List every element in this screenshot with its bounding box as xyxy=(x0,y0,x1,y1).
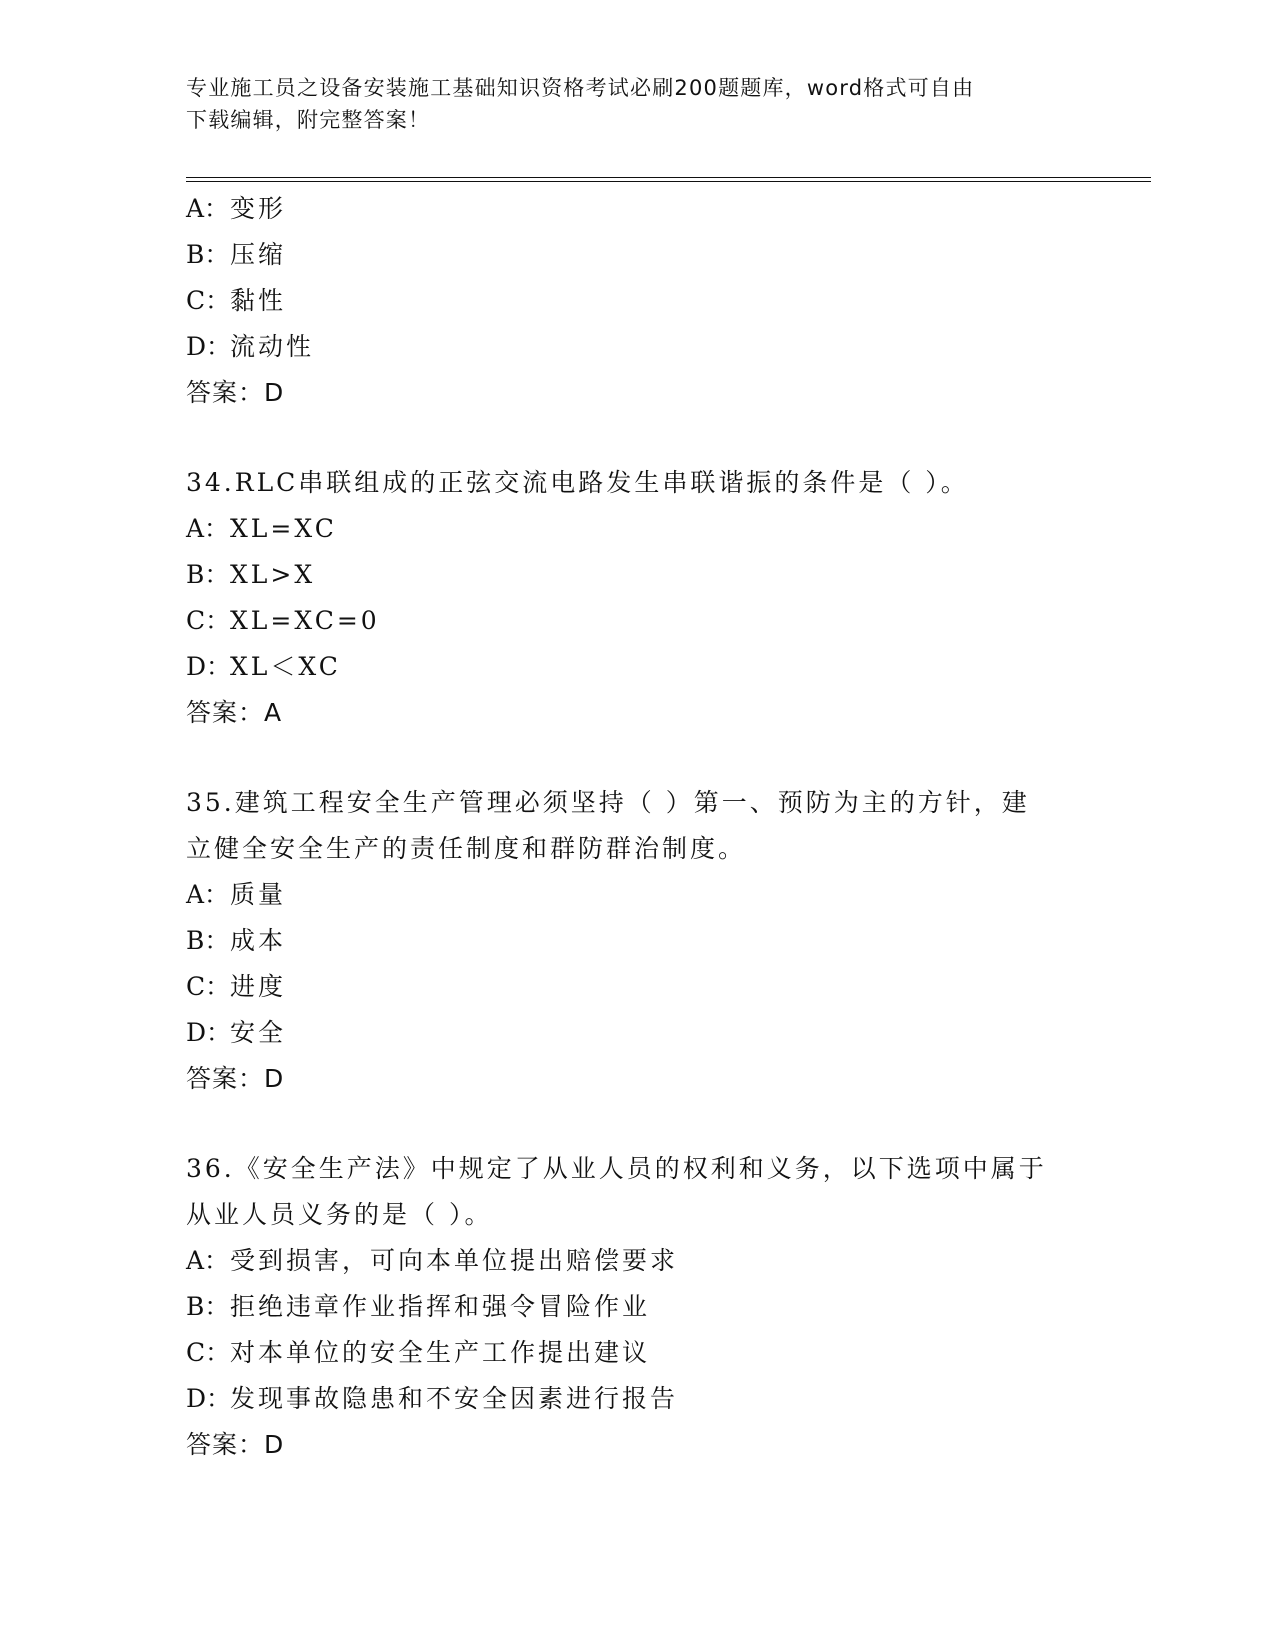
option-d: D：安全 xyxy=(186,1018,287,1047)
option-a: A：变形 xyxy=(186,194,287,223)
option-d: D：发现事故隐患和不安全因素进行报告 xyxy=(186,1384,679,1413)
option-b: B：成本 xyxy=(186,926,287,955)
answer: 答案：D xyxy=(186,1064,285,1093)
question-33-continued xyxy=(186,186,1086,416)
question-stem: 34.RLC串联组成的正弦交流电路发生串联谐振的条件是（ ）。 xyxy=(186,468,969,497)
option-a: A：质量 xyxy=(186,880,287,909)
answer: 答案：A xyxy=(186,698,283,727)
option-d: D：流动性 xyxy=(186,332,315,361)
question-stem-line-2: 立健全安全生产的责任制度和群防群治制度。 xyxy=(186,834,747,863)
option-d: D：XL＜XC xyxy=(186,652,341,681)
option-c: C：对本单位的安全生产工作提出建议 xyxy=(186,1338,651,1367)
header-line-2: 下载编辑，附完整答案！ xyxy=(186,108,431,132)
option-b: B：拒绝违章作业指挥和强令冒险作业 xyxy=(186,1292,651,1321)
question-stem-line-1: 35.建筑工程安全生产管理必须坚持（ ）第一、预防为主的方针，建 xyxy=(186,788,1030,817)
question-36 xyxy=(186,1146,1086,1468)
option-c: C：XL=XC=0 xyxy=(186,606,380,635)
header-divider xyxy=(186,177,1151,182)
option-c: C：进度 xyxy=(186,972,287,1001)
option-c: C：黏性 xyxy=(186,286,287,315)
document-body xyxy=(186,186,1086,1468)
answer: 答案：D xyxy=(186,378,285,407)
question-35 xyxy=(186,780,1086,1102)
option-b: B：压缩 xyxy=(186,240,287,269)
page-header xyxy=(186,72,1086,136)
option-a: A：XL=XC xyxy=(186,514,337,543)
option-a: A：受到损害，可向本单位提出赔偿要求 xyxy=(186,1246,679,1275)
answer: 答案：D xyxy=(186,1430,285,1459)
question-34 xyxy=(186,460,1086,736)
question-stem-line-1: 36.《安全生产法》中规定了从业人员的权利和义务，以下选项中属于 xyxy=(186,1154,1047,1183)
option-b: B：XL>X xyxy=(186,560,316,589)
header-line-1: 专业施工员之设备安装施工基础知识资格考试必刷200题题库，word格式可自由 xyxy=(186,76,975,100)
question-stem-line-2: 从业人员义务的是（ ）。 xyxy=(186,1200,493,1229)
